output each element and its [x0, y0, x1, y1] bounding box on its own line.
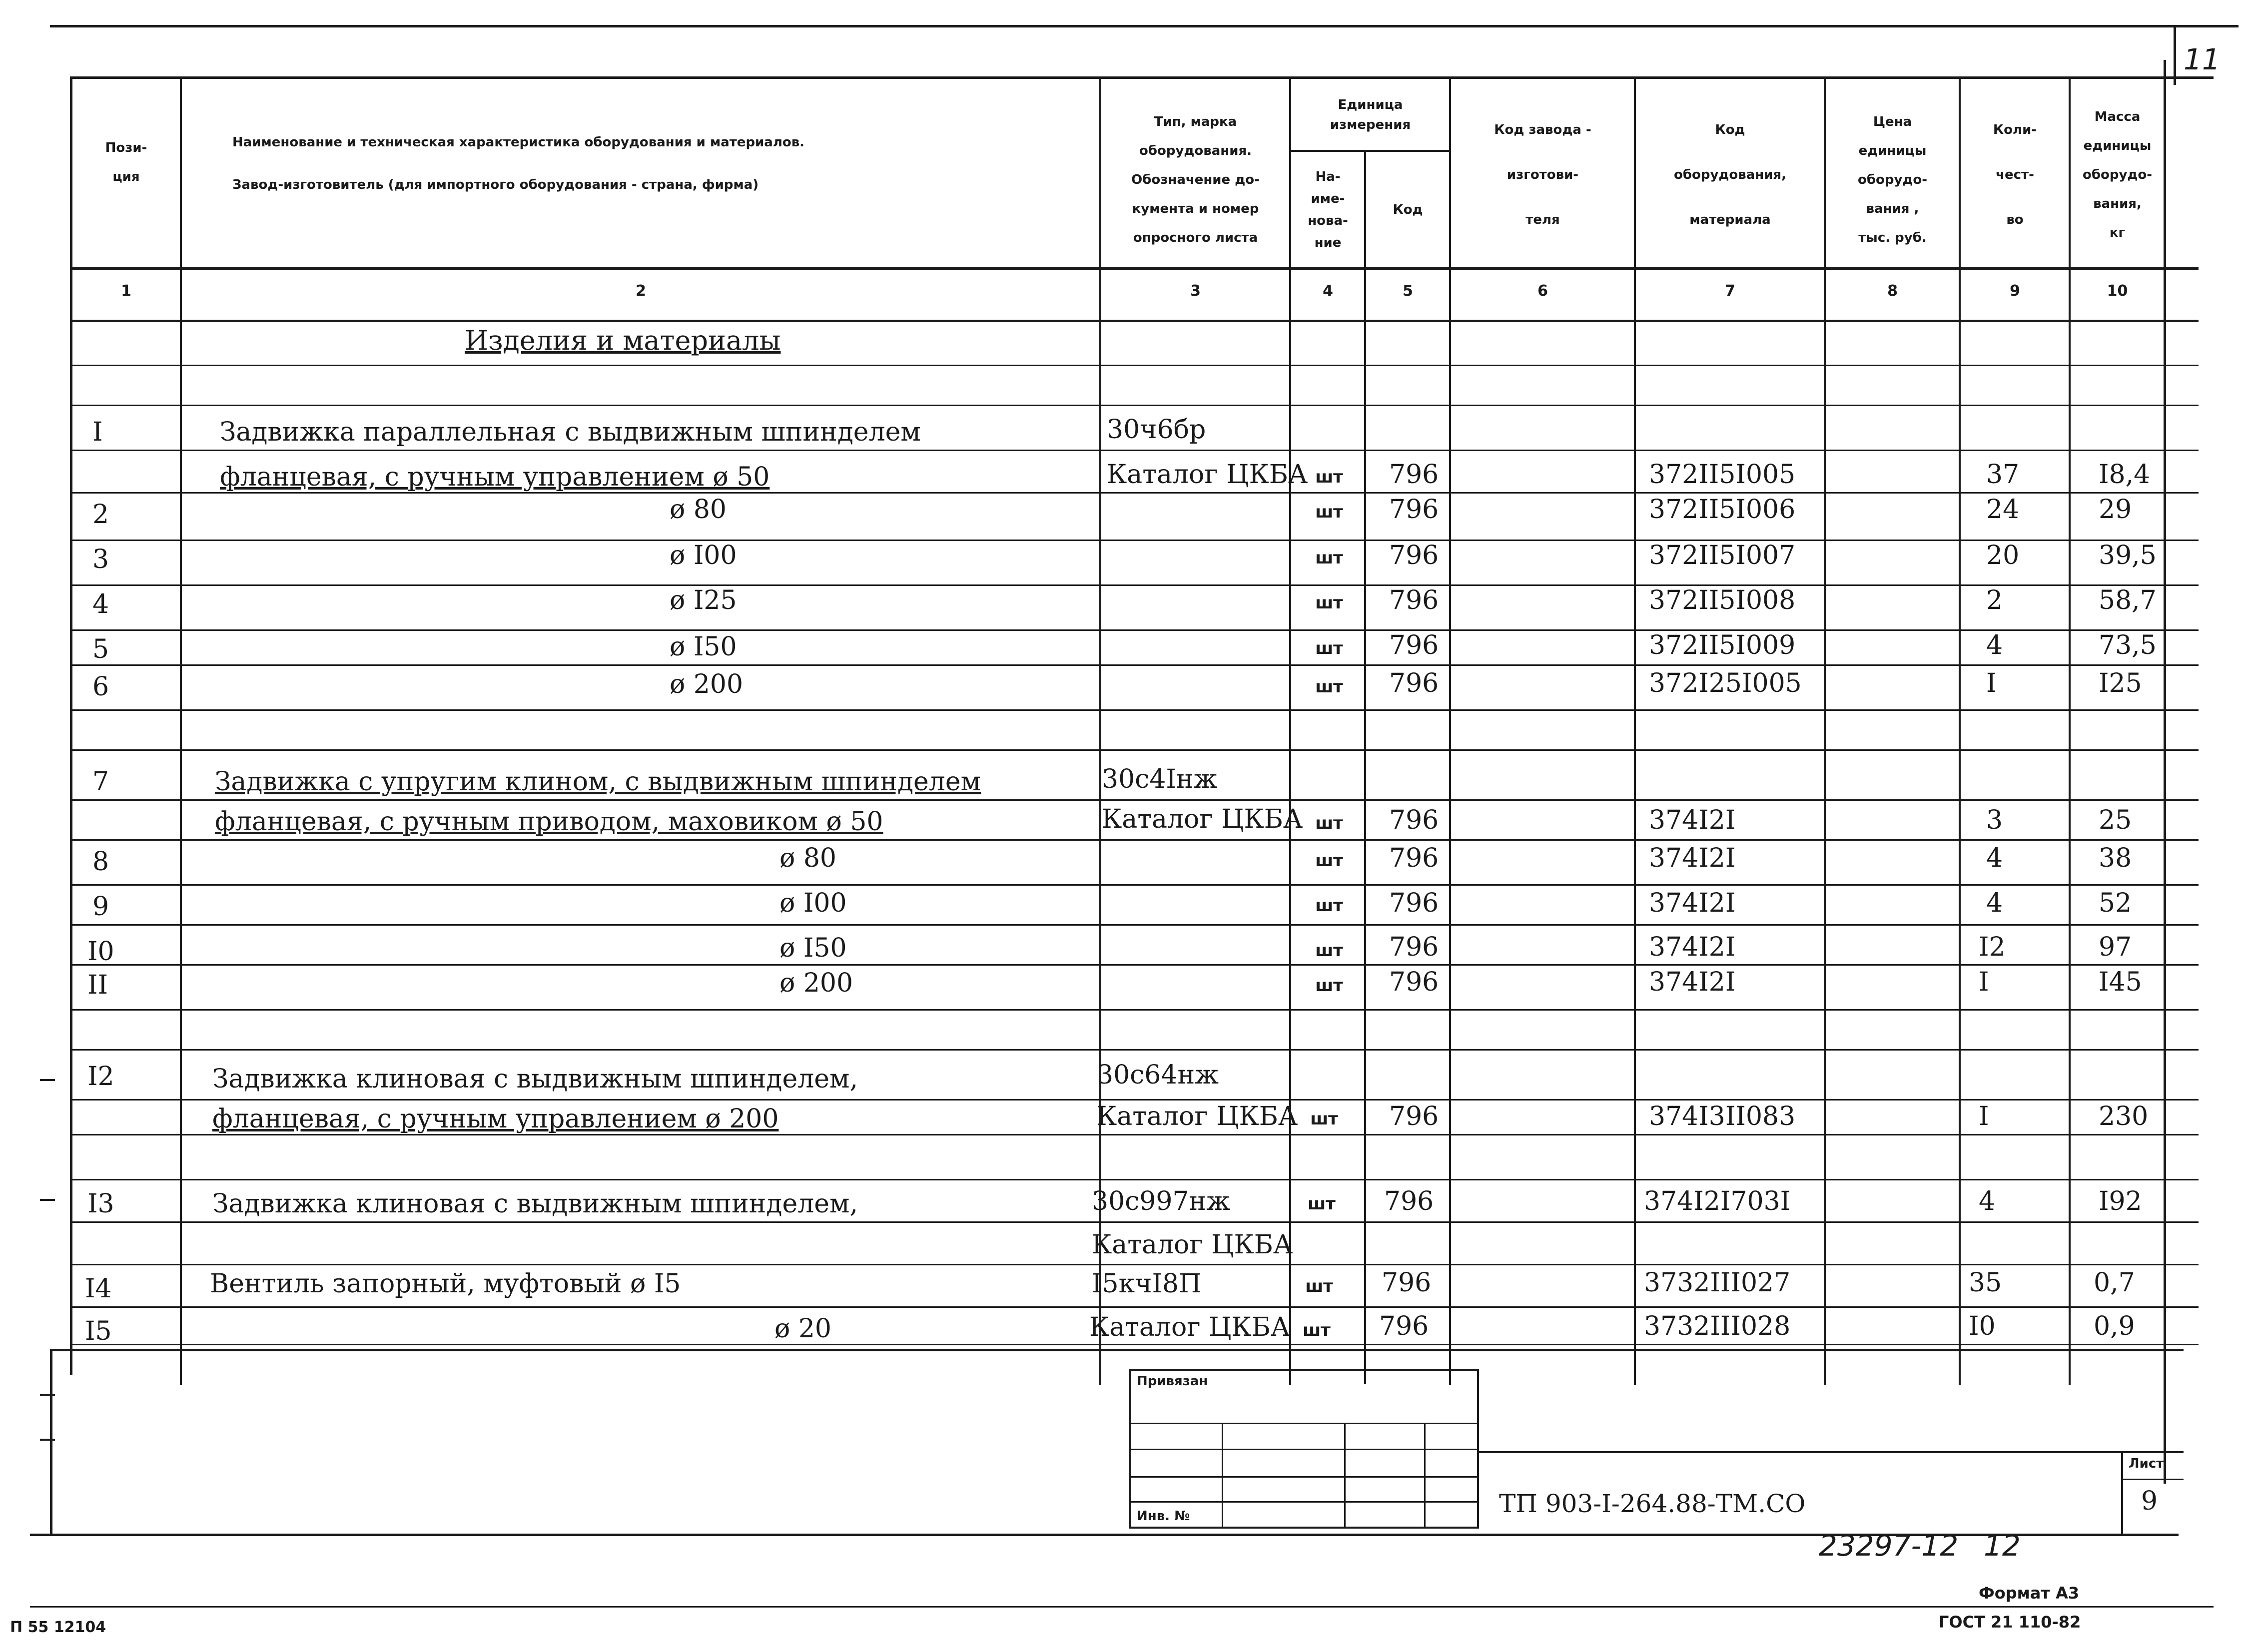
row-quantity: 24 — [1986, 495, 2020, 525]
row-quantity: I — [1979, 1101, 1989, 1131]
row-name: Задвижка клиновая с выдвижным шпинделем, — [212, 1189, 858, 1219]
row-line — [70, 924, 2199, 926]
row-mass: 0,9 — [2094, 1311, 2135, 1341]
footer-dashed-line — [30, 1606, 2214, 1608]
row-unit-code: 796 — [1389, 630, 1439, 660]
row-position: II — [87, 970, 108, 1000]
row-equip-code: 374I2I — [1649, 843, 1736, 873]
row-line — [70, 1306, 2199, 1308]
left-frame-vertical — [50, 1349, 52, 1534]
row-name: фланцевая, с ручным приводом, маховиком ø 50 — [215, 807, 883, 837]
list-label: Лист — [2129, 1456, 2164, 1471]
stamp-inv-no: Инв. № — [1137, 1509, 1190, 1524]
row-unit: шт — [1315, 851, 1343, 871]
row-mass: I25 — [2099, 668, 2142, 698]
col-sep-6 — [1634, 76, 1636, 1385]
unit-group-subline — [1289, 150, 1449, 152]
row-position: 2 — [92, 500, 109, 530]
row-unit-code: 796 — [1389, 805, 1439, 835]
row-equip-code: 372II5I006 — [1649, 495, 1796, 525]
row-quantity: I — [1986, 668, 1997, 698]
row-equip-code: 374I2I — [1649, 888, 1736, 918]
row-quantity: 35 — [1969, 1268, 2002, 1298]
row-position: 3 — [92, 545, 109, 574]
row-position: 5 — [92, 634, 109, 664]
row-unit: шт — [1315, 976, 1343, 996]
row-position: 6 — [92, 672, 109, 702]
col-sep-8 — [1959, 76, 1961, 1385]
row-equip-code: 374I2I — [1649, 967, 1736, 997]
row-unit: шт — [1315, 941, 1343, 961]
stamp-line — [1129, 1423, 1479, 1424]
row-line — [70, 709, 2199, 711]
col-sep-1 — [180, 76, 182, 1385]
row-type: Каталог ЦКБА — [1089, 1312, 1291, 1342]
header-mass: Масса единицы оборудо- вания, кг — [2082, 109, 2153, 240]
row-name: Задвижка с упругим клином, с выдвижным шпинделем — [215, 767, 981, 797]
row-name: ø 80 — [670, 495, 727, 525]
row-name: ø 200 — [670, 669, 744, 699]
row-quantity: I0 — [1969, 1311, 1996, 1341]
row-position: I2 — [87, 1062, 114, 1092]
row-type: Каталог ЦКБА — [1092, 1230, 1293, 1260]
row-equip-code: 3732III028 — [1644, 1311, 1791, 1341]
row-quantity: I — [1979, 967, 1989, 997]
title-block-top — [1479, 1451, 2184, 1453]
row-line — [70, 1344, 2199, 1345]
margin-tick — [40, 1199, 55, 1201]
row-unit-code: 796 — [1379, 1311, 1429, 1341]
row-position: I4 — [85, 1274, 112, 1304]
row-mass: 25 — [2099, 805, 2132, 835]
row-mass: 29 — [2099, 495, 2132, 525]
row-quantity: 37 — [1986, 460, 2020, 490]
row-quantity: 3 — [1986, 805, 2003, 835]
section-title: Изделия и материалы — [465, 325, 781, 356]
row-quantity: 20 — [1986, 541, 2020, 570]
row-unit-code: 796 — [1389, 460, 1439, 490]
row-type: 30с4Iнж — [1102, 764, 1218, 794]
row-quantity: I2 — [1979, 932, 2006, 962]
row-name: ø I50 — [670, 632, 737, 662]
header-bottom-line — [70, 267, 2199, 270]
row-name: Задвижка клиновая с выдвижным шпинделем, — [212, 1064, 858, 1094]
row-mass: 58,7 — [2099, 585, 2157, 615]
row-line — [70, 1221, 2199, 1223]
row-line — [70, 964, 2199, 966]
stamp-privyazan: Привязан — [1137, 1374, 1208, 1389]
row-position: I3 — [87, 1189, 114, 1219]
row-mass: I92 — [2099, 1186, 2142, 1216]
format-label: Формат А3 — [1979, 1584, 2080, 1603]
row-unit-code: 796 — [1389, 932, 1439, 962]
row-mass: 39,5 — [2099, 541, 2157, 570]
row-equip-code: 372II5I007 — [1649, 541, 1796, 570]
row-name: Вентиль запорный, муфтовый ø I5 — [210, 1269, 681, 1299]
row-equip-code: 374I2I — [1649, 932, 1736, 962]
header-type: Тип, марка оборудования. Обозначение до- кумента и номер опросного листа — [1131, 114, 1260, 245]
row-mass: I8,4 — [2099, 460, 2151, 490]
row-quantity: 4 — [1979, 1186, 1996, 1216]
row-line — [70, 799, 2199, 801]
row-unit: шт — [1303, 1320, 1331, 1340]
header-name: Наименование и техническая характеристика оборудования и материалов. Завод-изготовитель (для импортного оборудования - страна, фирма) — [232, 135, 805, 192]
table-top-border — [70, 76, 2214, 79]
colnum-8: 8 — [1887, 282, 1898, 300]
row-unit-code: 796 — [1389, 541, 1439, 570]
row-unit-code: 796 — [1389, 495, 1439, 525]
colnum-9: 9 — [2010, 282, 2020, 300]
row-name: ø I00 — [779, 888, 847, 918]
frame-right-vertical — [2164, 60, 2166, 1484]
bottom-left-code: П 55 12104 — [10, 1619, 106, 1636]
row-position: 4 — [92, 589, 109, 619]
row-name: ø I50 — [779, 933, 847, 963]
margin-tick — [40, 1439, 55, 1441]
colnum-1: 1 — [121, 282, 131, 300]
row-equip-code: 372II5I008 — [1649, 585, 1796, 615]
handwritten-code: 23297-12 — [1819, 1529, 1959, 1563]
row-line — [70, 629, 2199, 631]
list-number: 9 — [2141, 1486, 2158, 1516]
stamp-line — [1344, 1423, 1346, 1529]
row-unit-code: 796 — [1389, 585, 1439, 615]
row-line — [70, 1049, 2199, 1051]
row-name: фланцевая, с ручным управлением ø 50 — [220, 462, 770, 492]
stamp-line — [1129, 1449, 1479, 1450]
colnum-bottom-line — [70, 320, 2199, 322]
row-mass: 38 — [2099, 843, 2132, 873]
row-name: ø I25 — [670, 585, 737, 615]
row-type: I5кчI8П — [1092, 1269, 1202, 1299]
row-line — [70, 1179, 2199, 1180]
colnum-6: 6 — [1537, 282, 1548, 300]
stamp-line — [1222, 1423, 1223, 1529]
row-unit: шт — [1315, 677, 1343, 697]
row-unit-code: 796 — [1389, 1101, 1439, 1131]
row-name: Задвижка параллельная с выдвижным шпинделем — [220, 417, 921, 447]
row-unit: шт — [1315, 896, 1343, 916]
row-unit: шт — [1315, 638, 1343, 658]
gost-label: ГОСТ 21 110-82 — [1939, 1613, 2081, 1632]
row-line — [70, 492, 2199, 494]
margin-tick — [40, 1079, 55, 1081]
row-equip-code: 372II5I005 — [1649, 460, 1796, 490]
stamp-line — [1129, 1501, 1479, 1503]
top-border — [50, 25, 2239, 27]
row-mass: 52 — [2099, 888, 2132, 918]
row-mass: 0,7 — [2094, 1268, 2135, 1298]
row-position: 8 — [92, 847, 109, 877]
row-line — [70, 749, 2199, 751]
col-sep-9 — [2069, 76, 2071, 1385]
row-line — [70, 450, 2199, 451]
row-name: ø 80 — [779, 843, 837, 873]
row-unit: шт — [1310, 1109, 1338, 1129]
row-unit-code: 796 — [1389, 888, 1439, 918]
col-sep-4 — [1364, 150, 1366, 1384]
row-line — [70, 1134, 2199, 1135]
list-cell-mid — [2121, 1479, 2184, 1480]
row-unit-code: 796 — [1389, 668, 1439, 698]
row-equip-code: 372I25I005 — [1649, 668, 1802, 698]
header-position: Пози- ция — [105, 140, 147, 184]
stamp-line — [1424, 1423, 1426, 1529]
header-unit-group: Единица измерения — [1330, 97, 1411, 132]
row-mass: 97 — [2099, 932, 2132, 962]
row-equip-code: 374I2I — [1649, 805, 1736, 835]
col-sep-5 — [1449, 76, 1451, 1385]
header-price: Цена единицы оборудо- вания , тыс. руб. — [1857, 114, 1928, 245]
row-mass: 73,5 — [2099, 630, 2157, 660]
row-position: 7 — [92, 767, 109, 797]
row-quantity: 4 — [1986, 843, 2003, 873]
row-equip-code: 372II5I009 — [1649, 630, 1796, 660]
row-name: фланцевая, с ручным управлением ø 200 — [212, 1104, 779, 1134]
row-unit: шт — [1315, 467, 1343, 487]
row-line — [70, 1009, 2199, 1011]
list-cell-left — [2121, 1451, 2123, 1534]
row-equip-code: 3732III027 — [1644, 1268, 1791, 1298]
row-line — [70, 664, 2199, 666]
row-mass: 230 — [2099, 1101, 2149, 1131]
row-mass: I45 — [2099, 967, 2142, 997]
row-position: I — [92, 417, 103, 447]
row-line — [70, 540, 2199, 541]
row-position: I5 — [85, 1316, 112, 1346]
row-line — [70, 884, 2199, 886]
table-bottom-line — [50, 1349, 2184, 1351]
row-unit: шт — [1305, 1276, 1333, 1296]
row-type: 30ч6бр — [1107, 415, 1206, 445]
row-quantity: 4 — [1986, 888, 2003, 918]
doc-code: ТП 903-I-264.88-ТМ.СО — [1499, 1489, 1806, 1518]
row-position: I0 — [87, 937, 114, 967]
row-line — [70, 839, 2199, 841]
row-unit-code: 796 — [1389, 967, 1439, 997]
colnum-10: 10 — [2107, 282, 2128, 300]
row-line — [70, 405, 2199, 406]
row-line — [70, 365, 2199, 366]
row-unit-code: 796 — [1389, 843, 1439, 873]
corner-tab-vertical — [2174, 27, 2176, 85]
row-type: 30с997нж — [1092, 1186, 1231, 1216]
row-unit: шт — [1315, 593, 1343, 613]
row-unit: шт — [1315, 813, 1343, 833]
row-unit: шт — [1315, 502, 1343, 522]
sheet-corner-number: 11 — [2184, 42, 2221, 76]
row-unit-code: 796 — [1382, 1268, 1432, 1298]
colnum-4: 4 — [1323, 282, 1333, 300]
row-type: Каталог ЦКБА — [1102, 804, 1303, 834]
row-quantity: 4 — [1986, 630, 2003, 660]
row-line — [70, 1099, 2199, 1101]
stamp-line — [1129, 1476, 1479, 1478]
col-sep-7 — [1824, 76, 1826, 1385]
row-line — [70, 1264, 2199, 1265]
header-plant-code: Код завода - изготови- теля — [1494, 122, 1591, 227]
row-quantity: 2 — [1986, 585, 2003, 615]
handwritten-page: 12 — [1984, 1529, 2021, 1563]
row-name: ø 200 — [779, 968, 853, 998]
row-type: 30с64нж — [1097, 1060, 1219, 1090]
row-equip-code: 374I2I703I — [1644, 1186, 1791, 1216]
header-unit-code: Код — [1393, 202, 1423, 217]
row-name: ø I00 — [670, 541, 737, 570]
colnum-3: 3 — [1190, 282, 1201, 300]
row-unit-code: 796 — [1384, 1186, 1434, 1216]
row-name: ø 20 — [774, 1314, 832, 1344]
row-position: 9 — [92, 892, 109, 922]
row-line — [70, 584, 2199, 586]
colnum-7: 7 — [1725, 282, 1735, 300]
colnum-2: 2 — [636, 282, 646, 300]
row-unit: шт — [1308, 1194, 1336, 1214]
row-type: Каталог ЦКБА — [1097, 1101, 1298, 1131]
row-equip-code: 374I3II083 — [1649, 1101, 1796, 1131]
header-unit-name: На- име- нова- ние — [1308, 169, 1348, 250]
table-left-border — [70, 76, 72, 1375]
colnum-5: 5 — [1403, 282, 1413, 300]
header-equip-code: Код оборудования, материала — [1673, 122, 1787, 227]
row-type: Каталог ЦКБА — [1107, 460, 1308, 490]
header-quantity: Коли- чест- во — [1993, 122, 2037, 227]
row-unit: шт — [1315, 548, 1343, 568]
margin-tick — [40, 1394, 55, 1396]
